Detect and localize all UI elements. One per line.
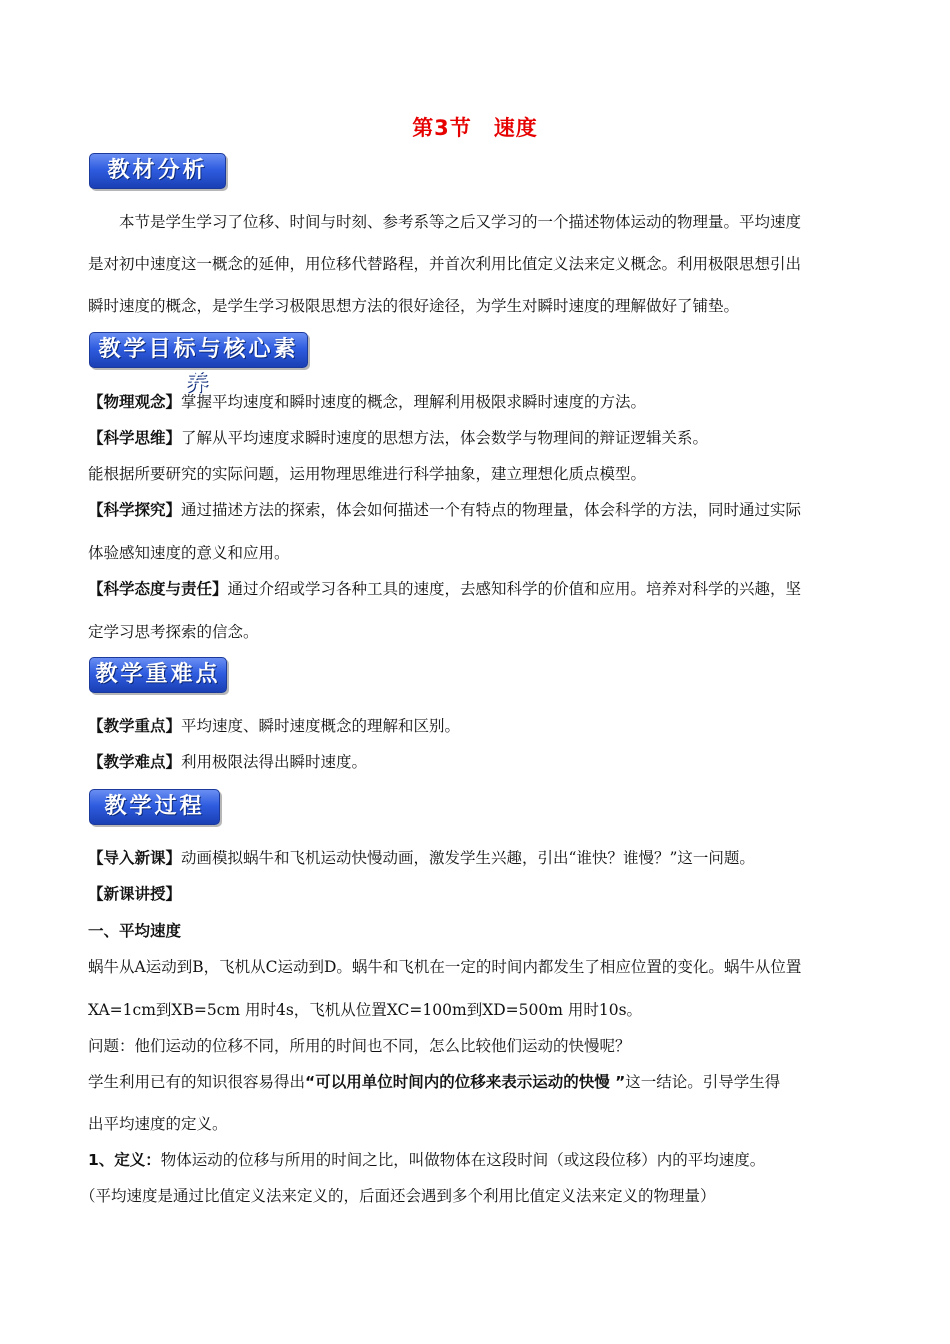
paragraph-2 <box>88 1072 864 1092</box>
process-intro-label: 【导入新课】 <box>88 849 182 867</box>
goal-thinking-line-2: 能根据所要研究的实际问题，运用物理思维进行科学抽象，建立理想化质点模型。 <box>88 465 647 483</box>
goal-inquiry-text: 通过描述方法的探索，体会如何描述一个有特点的物理量，体会科学的方法，同时通过实际 <box>181 501 802 519</box>
goal-thinking-text: 了解从平均速度求瞬时速度的思想方法，体会数学与物理间的辩证逻辑关系。 <box>181 429 709 447</box>
paragraph-2-suffix: 这一结论。引导学生得 <box>625 1073 781 1091</box>
badge-teaching-goals: 教学目标与核心素养 <box>89 332 308 368</box>
analysis-line-1: 本节是学生学习了位移、时间与时刻、参考系等之后又学习的一个描述物体运动的物理量。平均速度 <box>119 213 802 231</box>
paragraph-1-line-1: 蜗牛从A运动到B，飞机从C运动到D。蜗牛和飞机在一定的时间内都发生了相应位置的变化。蜗牛从位置 <box>88 958 802 976</box>
goal-inquiry-line-2: 体验感知速度的意义和应用。 <box>88 544 290 562</box>
analysis-line-2: 是对初中速度这一概念的延伸，用位移代替路程，并首次利用比值定义法来定义概念。利用极限思想引出 <box>88 255 802 273</box>
process-intro-text: 动画模拟蜗牛和飞机运动快慢动画，激发学生兴趣，引出“谁快？谁慢？”这一问题。 <box>181 849 755 867</box>
goal-thinking-label: 【科学思维】 <box>88 429 182 447</box>
goal-physics <box>88 392 864 412</box>
goal-inquiry <box>88 500 864 520</box>
paragraph-2-line-2: 出平均速度的定义。 <box>88 1115 228 1133</box>
analysis-line-3: 瞬时速度的概念，是学生学习极限思想方法的很好途径，为学生对瞬时速度的理解做好了铺垫。 <box>88 297 740 315</box>
section-heading-average-speed: 一、平均速度 <box>88 922 182 940</box>
key-difficulty-label: 【教学难点】 <box>88 753 182 771</box>
paragraph-2-prefix: 学生利用已有的知识很容易得出 <box>88 1073 306 1091</box>
key-focus <box>88 716 864 736</box>
goal-inquiry-label: 【科学探究】 <box>88 501 182 519</box>
question-line: 问题：他们运动的位移不同，所用的时间也不同，怎么比较他们运动的快慢呢？ <box>88 1037 631 1055</box>
key-focus-label: 【教学重点】 <box>88 717 182 735</box>
process-intro <box>88 848 864 868</box>
key-difficulty <box>88 752 864 772</box>
goal-physics-label: 【物理观念】 <box>88 393 182 411</box>
goal-attitude <box>88 579 864 599</box>
goal-attitude-text: 通过介绍或学习各种工具的速度，去感知科学的价值和应用。培养对科学的兴趣，坚 <box>227 580 802 598</box>
definition-note: （平均速度是通过比值定义法来定义的，后面还会遇到多个利用比值定义法来定义的物理量） <box>80 1187 716 1205</box>
goal-attitude-line-2: 定学习思考探索的信念。 <box>88 623 259 641</box>
badge-key-points: 教学重难点 <box>89 657 227 693</box>
goal-attitude-label: 【科学态度与责任】 <box>88 580 228 598</box>
key-focus-text: 平均速度、瞬时速度概念的理解和区别。 <box>181 717 461 735</box>
paragraph-1-line-2: XA=1cm到XB=5cm 用时4s，飞机从位置XC=100m到XD=500m 用时10s。 <box>88 1001 643 1019</box>
paragraph-2-bold: “可以用单位时间内的位移来表示运动的快慢 ” <box>305 1073 626 1091</box>
goal-thinking <box>88 428 864 448</box>
badge-textbook-analysis: 教材分析 <box>89 153 226 189</box>
page-title: 第3节 速度 <box>412 116 538 140</box>
goal-physics-text: 掌握平均速度和瞬时速度的概念，理解利用极限求瞬时速度的方法。 <box>181 393 647 411</box>
key-difficulty-text: 利用极限法得出瞬时速度。 <box>181 753 368 771</box>
process-new-lesson-label: 【新课讲授】 <box>88 885 182 903</box>
definition <box>88 1150 864 1170</box>
badge-teaching-process: 教学过程 <box>89 789 220 825</box>
definition-label: 1、定义： <box>88 1151 161 1169</box>
definition-text: 物体运动的位移与所用的时间之比，叫做物体在这段时间（或这段位移）内的平均速度。 <box>160 1151 766 1169</box>
